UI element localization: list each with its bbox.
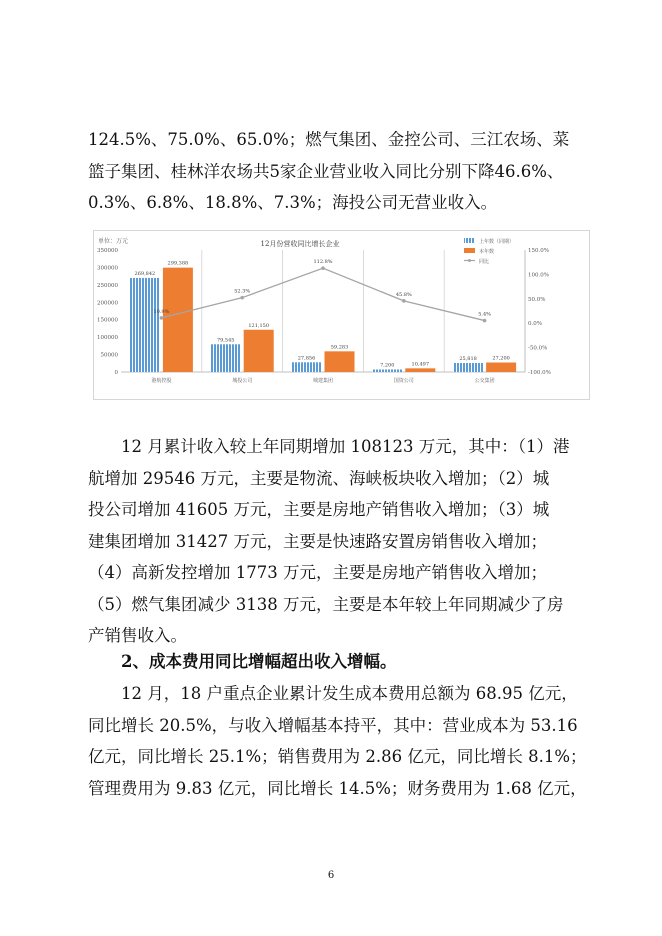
bar-prev-value-label: 7,200 xyxy=(380,362,395,369)
yoy-value-label: 52.3% xyxy=(234,288,251,295)
x-tick-label: 公交集团 xyxy=(474,378,495,384)
paragraph-revenue-detail xyxy=(88,431,588,652)
unit-label: 单位：万元 xyxy=(98,238,129,245)
bar-line-chart xyxy=(94,231,589,399)
bar-prev-value-label: 25,818 xyxy=(459,356,477,363)
text-line: 0.3%、6.8%、18.8%、7.3%；海投公司无营业收入。 xyxy=(88,193,498,212)
page-number: 6 xyxy=(327,870,335,881)
yoy-value-label: 112.8% xyxy=(313,259,333,266)
bar-current-year xyxy=(486,363,516,372)
yoy-point xyxy=(160,316,164,320)
y2-tick-label: 100.0% xyxy=(528,272,549,279)
text-line: 建集团增加 31427 万元，主要是快速路安置房销售收入增加； xyxy=(88,531,547,551)
text-line: （5）燃气集团减少 3138 万元，主要是本年较上年同期减少了房 xyxy=(88,594,564,614)
bar-current-value-label: 121,150 xyxy=(248,322,270,329)
chart-figure xyxy=(93,230,590,400)
yoy-growth-line xyxy=(161,268,484,320)
paragraph-top xyxy=(88,124,588,219)
yoy-value-label: 5.4% xyxy=(478,311,491,318)
y-tick-label: 100000 xyxy=(97,335,118,342)
y-tick-label: 300000 xyxy=(97,265,118,272)
bar-prev-year xyxy=(211,344,241,372)
text-line: 同比增长 20.5%，与收入增幅基本持平，其中：营业成本为 53.16 xyxy=(88,715,578,735)
text-line: 124.5%、75.0%、65.0%；燃气集团、金控公司、三江农场、菜 xyxy=(88,130,570,149)
text-line: 12 月累计收入较上年同期增加 108123 万元，其中：（1）港 xyxy=(121,437,570,456)
yoy-point xyxy=(321,266,325,270)
chart-title: 12月份营收同比增长企业 xyxy=(260,240,340,248)
yoy-point xyxy=(483,319,487,323)
bar-current-value-label: 59,283 xyxy=(330,344,349,351)
x-tick-label: 城建集团 xyxy=(312,378,334,384)
y-tick-label: 0 xyxy=(114,370,118,376)
legend-label-prev: 上年数（同期） xyxy=(479,239,515,245)
bar-prev-year xyxy=(292,362,322,372)
y2-tick-label: 50.0% xyxy=(528,296,546,303)
bar-prev-year xyxy=(453,363,483,372)
section-heading: 2、成本费用同比增幅超出收入增幅。 xyxy=(121,652,397,671)
y2-tick-label: -100.0% xyxy=(528,370,551,376)
text-line: 管理费用为 9.83 亿元，同比增长 14.5%；财务费用为 1.68 亿元， xyxy=(88,778,587,798)
y-tick-label: 250000 xyxy=(97,282,118,289)
y-tick-label: 350000 xyxy=(97,248,118,254)
legend-swatch-prev xyxy=(464,238,475,243)
bar-current-value-label: 299,388 xyxy=(167,260,189,267)
bar-prev-year xyxy=(130,278,160,372)
legend-swatch-current xyxy=(464,248,475,253)
bar-prev-value-label: 269,842 xyxy=(134,270,156,277)
text-line: 产销售收入。 xyxy=(88,626,187,645)
text-line: 亿元，同比增长 25.1%；销售费用为 2.86 亿元，同比增长 8.1%； xyxy=(88,747,587,766)
yoy-point xyxy=(402,299,406,303)
legend-label-yoy: 同比 xyxy=(479,259,490,265)
paragraph-cost-detail xyxy=(88,678,588,804)
y-tick-label: 150000 xyxy=(97,317,118,324)
bar-current-value-label: 10,497 xyxy=(411,361,430,368)
y2-tick-label: -50.0% xyxy=(528,345,548,352)
bar-current-year xyxy=(325,351,355,372)
x-tick-label: 国资公司 xyxy=(393,378,414,384)
text-line: 篮子集团、桂林洋农场共5家企业营业收入同比分别下降46.6%、 xyxy=(88,161,564,181)
text-line: 投公司增加 41605 万元，主要是房地产销售收入增加；（3）城 xyxy=(88,500,550,519)
y-tick-label: 50000 xyxy=(100,352,118,359)
bar-prev-value-label: 79,545 xyxy=(216,337,235,344)
y2-tick-label: 150.0% xyxy=(528,248,549,254)
legend-swatch-yoy-marker xyxy=(468,259,471,262)
text-line: （4）高新发控增加 1773 万元，主要是房地产销售收入增加； xyxy=(88,563,547,582)
text-line: 12 月，18 户重点企业累计发生成本费用总额为 68.95 亿元， xyxy=(121,684,578,703)
bar-current-year xyxy=(244,330,274,372)
bar-current-value-label: 27,200 xyxy=(492,355,510,362)
yoy-point xyxy=(240,296,244,300)
text-line: 航增加 29546 万元，主要是物流、海峡板块收入增加；（2）城 xyxy=(88,468,550,488)
y2-tick-label: 0.0% xyxy=(528,321,542,328)
legend-label-current: 本年数 xyxy=(479,249,495,255)
x-tick-label: 城投公司 xyxy=(232,378,253,384)
yoy-value-label: 45.8% xyxy=(395,291,412,298)
yoy-value-label: 10.9% xyxy=(153,308,170,315)
bar-current-year xyxy=(405,368,435,372)
bar-current-year xyxy=(163,268,193,372)
bar-prev-value-label: 27,856 xyxy=(297,355,316,362)
x-tick-label: 港航控股 xyxy=(151,378,172,384)
bar-prev-year xyxy=(372,369,402,372)
y-tick-label: 200000 xyxy=(97,300,118,307)
